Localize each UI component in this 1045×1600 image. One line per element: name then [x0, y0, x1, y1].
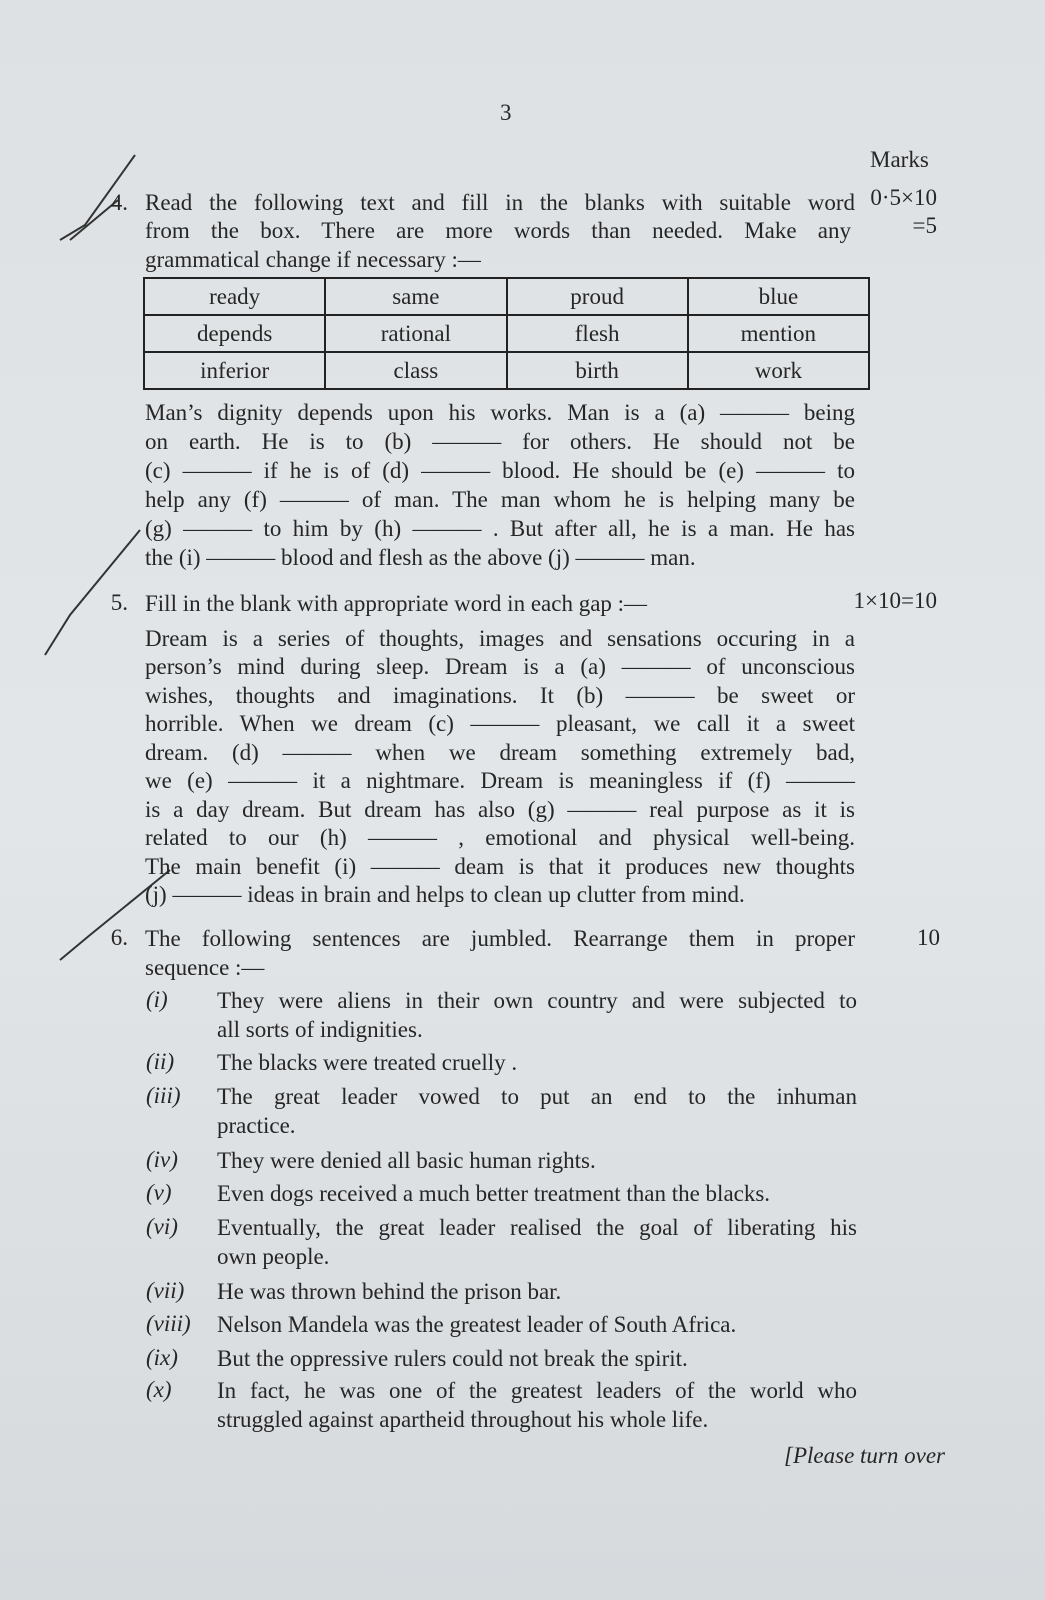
- q5-number: 5.: [110, 590, 128, 615]
- item-text-line: They were denied all basic human rights.: [217, 1148, 596, 1173]
- item-number: (iii): [146, 1083, 181, 1108]
- page-number: 3: [500, 100, 512, 125]
- q5-instruction: Fill in the blank with appropriate word in each gap :—: [145, 591, 648, 616]
- word-cell: blue: [688, 278, 869, 315]
- word-cell: same: [325, 278, 506, 315]
- word-cell: inferior: [144, 352, 325, 389]
- word-cell: proud: [507, 278, 688, 315]
- q4-marks-total: =5: [912, 213, 937, 238]
- item-text-line: struggled against apartheid throughout his whole life.: [217, 1407, 709, 1432]
- item-number: (vi): [146, 1214, 178, 1239]
- q6-marks: 10: [917, 925, 940, 950]
- word-cell: class: [325, 352, 506, 389]
- q5-passage-line: Dream is a series of thoughts, images and sensations occuring in a: [145, 626, 855, 651]
- item-text-line: The great leader vowed to put an end to the inhuman: [217, 1084, 857, 1109]
- item-number: (ix): [146, 1345, 178, 1370]
- item-number: (viii): [146, 1311, 191, 1336]
- q4-instruction-line: from the box. There are more words than needed. Make any: [145, 218, 851, 243]
- item-text-line: In fact, he was one of the greatest leaders of the world who: [217, 1378, 857, 1403]
- q4-passage-line: the (i) ——— blood and flesh as the above (j) ——— man.: [145, 545, 696, 570]
- q4-passage-line: help any (f) ——— of man. The man whom he is helping many be: [145, 487, 855, 512]
- item-text-line: Even dogs received a much better treatment than the blacks.: [217, 1181, 771, 1206]
- item-text-line: own people.: [217, 1244, 330, 1269]
- item-text-line: Eventually, the great leader realised the goal of liberating his: [217, 1215, 857, 1240]
- item-number: (x): [146, 1377, 172, 1402]
- q5-passage-line: we (e) ——— it a nightmare. Dream is meaningless if (f) ———: [145, 768, 855, 793]
- q5-passage-line: related to our (h) ——— , emotional and physical well-being.: [145, 825, 855, 850]
- q4-number: 4.: [110, 190, 128, 215]
- q5-passage-line: wishes, thoughts and imaginations. It (b) ——— be sweet or: [145, 683, 855, 708]
- q4-passage-line: Man’s dignity depends upon his works. Man is a (a) ——— being: [145, 400, 855, 425]
- item-text-line: The blacks were treated cruelly .: [217, 1050, 518, 1075]
- word-cell: rational: [325, 315, 506, 352]
- q4-instruction-line: grammatical change if necessary :—: [145, 247, 481, 272]
- item-text-line: Nelson Mandela was the greatest leader of South Africa.: [217, 1312, 737, 1337]
- word-cell: depends: [144, 315, 325, 352]
- q5-passage-line: The main benefit (i) ——— deam is that it produces new thoughts: [145, 854, 855, 879]
- word-cell: ready: [144, 278, 325, 315]
- q5-passage-line: dream. (d) ——— when we dream something extremely bad,: [145, 740, 855, 765]
- q5-marks: 1×10=10: [853, 588, 937, 613]
- item-text-line: They were aliens in their own country and were subjected to: [217, 988, 857, 1013]
- marks-header: Marks: [870, 147, 929, 172]
- q5-passage-line: is a day dream. But dream has also (g) ——— real purpose as it is: [145, 797, 855, 822]
- item-text-line: But the oppressive rulers could not break the spirit.: [217, 1346, 688, 1371]
- q5-passage-line: (j) ——— ideas in brain and helps to clean up clutter from mind.: [145, 882, 745, 907]
- q4-passage-line: on earth. He is to (b) ——— for others. He should not be: [145, 429, 855, 454]
- item-number: (vii): [146, 1278, 185, 1303]
- word-cell: birth: [507, 352, 688, 389]
- word-box-row: [144, 315, 869, 352]
- word-box-row: [144, 278, 869, 315]
- word-box: [143, 277, 870, 390]
- q4-passage-line: (g) ——— to him by (h) ——— . But after all, he is a man. He has: [145, 516, 855, 541]
- word-cell: work: [688, 352, 869, 389]
- item-text-line: all sorts of indignities.: [217, 1017, 423, 1042]
- item-number: (ii): [146, 1049, 175, 1074]
- item-text-line: practice.: [217, 1113, 296, 1138]
- q4-passage-line: (c) ——— if he is of (d) ——— blood. He should be (e) ——— to: [145, 458, 855, 483]
- q6-instruction-line: The following sentences are jumbled. Rearrange them in proper: [145, 926, 855, 951]
- q5-passage-line: horrible. When we dream (c) ——— pleasant, we call it a sweet: [145, 711, 855, 736]
- word-box-row: [144, 352, 869, 389]
- q5-passage-line: person’s mind during sleep. Dream is a (a) ——— of unconscious: [145, 654, 855, 679]
- please-turn-over: [Please turn over: [784, 1443, 945, 1468]
- q4-instruction-line: Read the following text and fill in the blanks with suitable word: [145, 190, 855, 215]
- word-cell: mention: [688, 315, 869, 352]
- item-text-line: He was thrown behind the prison bar.: [217, 1279, 562, 1304]
- item-number: (i): [146, 987, 168, 1012]
- q4-marks: 0·5×10: [870, 185, 937, 210]
- q6-number: 6.: [110, 925, 128, 950]
- item-number: (iv): [146, 1147, 178, 1172]
- item-number: (v): [146, 1180, 172, 1205]
- q6-instruction-line: sequence :—: [145, 955, 265, 980]
- word-cell: flesh: [507, 315, 688, 352]
